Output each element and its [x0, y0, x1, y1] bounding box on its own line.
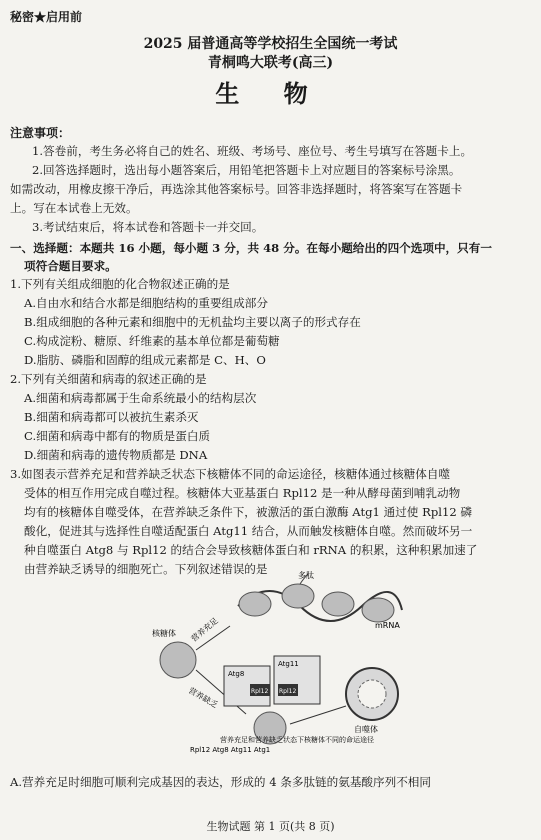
label-ribosome: 核糖体: [152, 629, 176, 638]
subject-title: 生 物: [215, 79, 326, 108]
notice-line: 1.答卷前，考生务必将自己的姓名、班级、考场号、座位号、考生号填写在答题卡上。: [32, 144, 473, 158]
label-autophagosome: 自噬体: [354, 725, 378, 734]
question-stem: 受体的相互作用完成自噬过程。核糖体大亚基蛋白 Rpl12 是一种从酵母菌到哺乳动物: [24, 486, 461, 500]
question-stem: 由营养缺乏诱导的细胞死亡。下列叙述错误的是: [24, 562, 268, 576]
option-c: C.细菌和病毒中都有的物质是蛋白质: [24, 429, 211, 443]
option-b: B.细菌和病毒都可以被抗生素杀灭: [24, 410, 199, 424]
question-stem: 3.如图表示营养充足和营养缺乏状态下核糖体不同的命运途径，核糖体通过核糖体自噬: [10, 467, 451, 481]
label-rpl12-a: Rpl12: [251, 688, 269, 695]
question-stem: 酸化，促进其与选择性自噬适配蛋白 Atg11 结合，从而触发核糖体自噬。然而破坏另一: [24, 524, 473, 538]
question-stem: 2.下列有关细菌和病毒的叙述正确的是: [10, 372, 207, 386]
label-nutrient-rich: 营养充足: [189, 616, 220, 644]
option-d: D.细菌和病毒的遗传物质都是 DNA: [24, 448, 208, 462]
ribosome-fate-diagram: [150, 566, 450, 764]
option-b: B.组成细胞的各种元素和细胞中的无机盐均主要以离子的形式存在: [24, 315, 361, 329]
notice-line: 上。写在本试卷上无效。: [10, 201, 138, 215]
option-a: A.营养充足时细胞可顺利完成基因的表达，形成的 4 条多肽链的氨基酸序列不相同: [10, 775, 431, 789]
notice-line: 2.回答选择题时，选出每小题答案后，用铅笔把答题卡上对应题目的答案标号涂黑。: [32, 163, 461, 177]
question-stem: 种自噬蛋白 Atg8 与 Rpl12 的结合会导致核糖体蛋白和 rRNA 的积累，这种积累加速了: [24, 543, 478, 557]
question-stem: 均有的核糖体自噬受体，在营养缺乏条件下，被激活的蛋白激酶 Atg1 通过使 Rpl12 磷: [24, 505, 472, 519]
figure-legend: Rpl12 Atg8 Atg11 Atg1: [190, 746, 271, 754]
option-a: A.自由水和结合水都是细胞结构的重要组成部分: [24, 296, 268, 310]
notice-line: 3.考试结束后，将本试卷和答题卡一并交回。: [32, 220, 264, 234]
figure-caption: 营养充足和营养缺乏状态下核糖体不同的命运途径: [220, 736, 374, 744]
exam-title: 2025 届普通高等学校招生全国统一考试: [143, 36, 398, 52]
notice-line: 如需改动，用橡皮擦干净后，再选涂其他答案标号。回答非选择题时，将答案写在答题卡: [10, 182, 463, 196]
page-footer: 生物试题 第 1 页(共 8 页): [206, 820, 335, 833]
label-atg8: Atg8: [228, 670, 245, 678]
section-heading: 一、选择题：本题共 16 小题，每小题 3 分，共 48 分。在每小题给出的四个选项中，只有一: [10, 241, 492, 255]
question-stem: 1.下列有关组成细胞的化合物叙述正确的是: [10, 277, 230, 291]
secrecy-mark: 秘密★启用前: [10, 10, 83, 24]
option-c: C.构成淀粉、糖原、纤维素的基本单位都是葡萄糖: [24, 334, 280, 348]
section-heading: 项符合题目要求。: [24, 259, 117, 273]
label-atg11: Atg11: [278, 660, 299, 668]
option-a: A.细菌和病毒都属于生命系统最小的结构层次: [24, 391, 257, 405]
label-polypeptide: 多肽: [298, 571, 314, 580]
label-nutrient-poor: 营养缺乏: [187, 685, 220, 710]
notice-heading: 注意事项：: [10, 126, 71, 140]
label-rpl12-b: Rpl12: [279, 688, 297, 695]
exam-subtitle: 青桐鸣大联考(高三): [207, 55, 334, 71]
option-d: D.脂肪、磷脂和固醇的组成元素都是 C、H、O: [24, 353, 266, 367]
label-mrna: mRNA: [375, 621, 400, 630]
